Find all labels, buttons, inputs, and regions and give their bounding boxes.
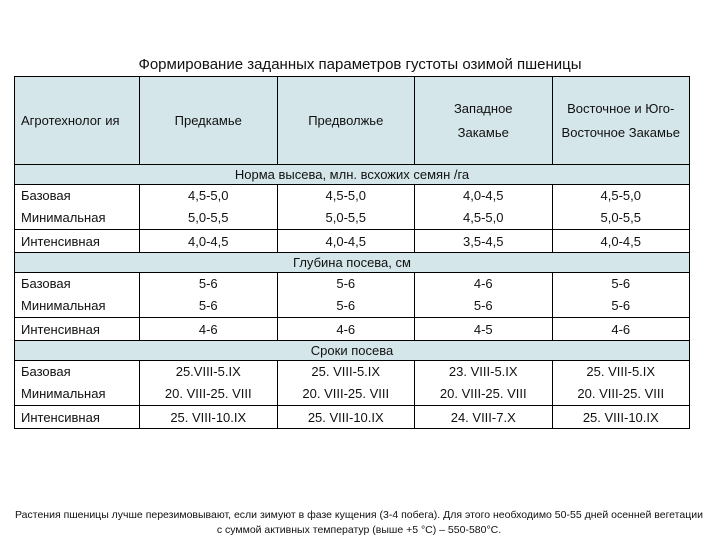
cell-value: 3,5-4,5 [415, 230, 553, 253]
table-row [15, 273, 690, 318]
cell-value: 25.VIII-5.IX [175, 364, 241, 379]
cell-value: 4-6 [473, 276, 493, 291]
value-cell [552, 273, 690, 318]
cell-value: 20. VIII-25. VIII [577, 386, 665, 401]
header-eastern-zakamye: Восточное и Юго-Восточное Закамье [552, 77, 690, 165]
cell-value: 5-6 [198, 298, 218, 313]
value-cell [277, 361, 415, 406]
cell-value: 4,5-5,0 [188, 188, 229, 203]
parameters-table [14, 76, 690, 429]
section-title: Норма высева, млн. всхожих семян /га [15, 165, 690, 185]
table-row [15, 406, 690, 429]
cell-value: 25. VIII-5.IX [586, 364, 656, 379]
table-row [15, 318, 690, 341]
row-label: Интенсивная [15, 230, 140, 253]
row-label-cell [15, 185, 140, 230]
row-label: Базовая [21, 276, 71, 291]
cell-value: 5-6 [611, 298, 631, 313]
header-predkamye: Предкамье [140, 77, 278, 165]
cell-value: 25. VIII-10.IX [552, 406, 690, 429]
row-label-cell [15, 361, 140, 406]
footnote: Растения пшеницы лучше перезимовывают, если зимуют в фазе кущения (3-4 побега). Для этого необходимо 50-55 дней осенней вегетации с суммой активных температур (выше +5 °С) – 550-580°С. [15, 509, 703, 536]
cell-value: 4-5 [415, 318, 553, 341]
cell-value: 4,0-4,5 [552, 230, 690, 253]
cell-value: 20. VIII-25. VIII [439, 386, 527, 401]
table-row [15, 185, 690, 230]
value-cell [140, 273, 278, 318]
value-cell [415, 361, 553, 406]
cell-value: 4-6 [277, 318, 415, 341]
row-label: Базовая [21, 188, 71, 203]
cell-value: 4,0-4,5 [140, 230, 278, 253]
cell-value: 5,0-5,5 [188, 210, 229, 225]
cell-value: 4,0-4,5 [277, 230, 415, 253]
cell-value: 23. VIII-5.IX [448, 364, 518, 379]
cell-value: 4,0-4,5 [463, 188, 504, 203]
row-label: Минимальная [21, 386, 106, 401]
table-row [15, 230, 690, 253]
cell-value: 4,5-5,0 [325, 188, 366, 203]
cell-value: 4,5-5,0 [600, 188, 641, 203]
cell-value: 20. VIII-25. VIII [164, 386, 252, 401]
cell-value: 25. VIII-10.IX [277, 406, 415, 429]
row-label-cell [15, 273, 140, 318]
value-cell [552, 185, 690, 230]
cell-value: 20. VIII-25. VIII [302, 386, 390, 401]
value-cell [277, 185, 415, 230]
header-predvolzhye: Предволжье [277, 77, 415, 165]
cell-value: 4-6 [140, 318, 278, 341]
cell-value: 25. VIII-5.IX [311, 364, 381, 379]
cell-value: 4,5-5,0 [463, 210, 504, 225]
section-title: Глубина посева, см [15, 253, 690, 273]
cell-value: 5-6 [198, 276, 218, 291]
cell-value: 5-6 [473, 298, 493, 313]
value-cell [552, 361, 690, 406]
section-header-row [15, 253, 690, 273]
row-label: Интенсивная [15, 406, 140, 429]
row-label: Базовая [21, 364, 71, 379]
page-title: Формирование заданных параметров густоты озимой пшеницы [138, 56, 582, 73]
value-cell [277, 273, 415, 318]
cell-value: 5-6 [611, 276, 631, 291]
cell-value: 5-6 [336, 298, 356, 313]
header-western-zakamye: Западное Закамье [415, 77, 553, 165]
value-cell [415, 185, 553, 230]
value-cell [140, 361, 278, 406]
header-technology: Агротехнолог ия [15, 77, 140, 165]
header-row [15, 77, 690, 165]
cell-value: 5,0-5,5 [600, 210, 641, 225]
cell-value: 4-6 [552, 318, 690, 341]
value-cell [140, 185, 278, 230]
cell-value: 24. VIII-7.X [415, 406, 553, 429]
cell-value: 5,0-5,5 [325, 210, 366, 225]
cell-value: 25. VIII-10.IX [140, 406, 278, 429]
cell-value: 5-6 [336, 276, 356, 291]
table-row [15, 361, 690, 406]
row-label: Минимальная [21, 298, 106, 313]
row-label: Минимальная [21, 210, 106, 225]
section-header-row [15, 341, 690, 361]
value-cell [415, 273, 553, 318]
section-header-row [15, 165, 690, 185]
row-label: Интенсивная [15, 318, 140, 341]
section-title: Сроки посева [15, 341, 690, 361]
